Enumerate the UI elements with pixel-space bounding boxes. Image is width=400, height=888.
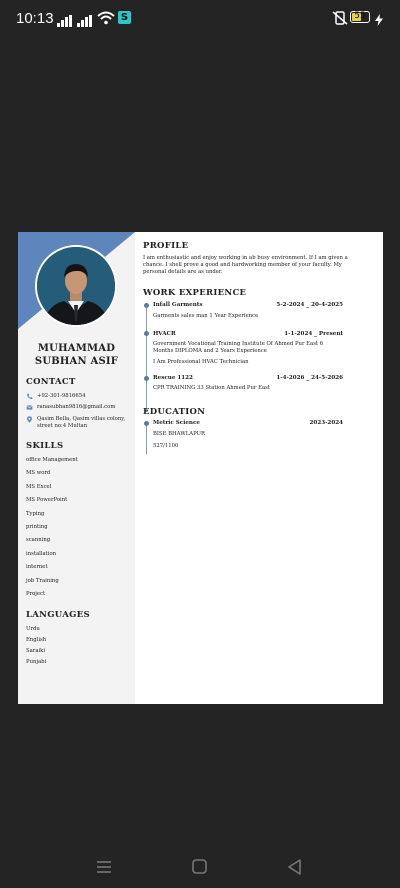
back-triangle-icon bbox=[285, 857, 305, 877]
wifi-icon bbox=[97, 10, 115, 29]
education-date: 2023-2024 bbox=[309, 420, 343, 426]
menu-nav-button[interactable] bbox=[94, 857, 114, 877]
job-title: Infall Garments bbox=[153, 302, 203, 308]
home-address: Qasim Bella, Qasim villas colony, street no:4 Multan bbox=[37, 416, 126, 429]
profile-photo bbox=[35, 245, 117, 327]
education-heading: EDUCATION bbox=[143, 407, 206, 417]
skill-item: MS Excel bbox=[26, 483, 52, 490]
signal-icon bbox=[77, 12, 93, 31]
skill-item: MS word bbox=[26, 470, 51, 477]
contact-heading: CONTACT bbox=[26, 377, 76, 387]
status-bar bbox=[0, 0, 400, 38]
job-date: 1-1-2024 _ Present bbox=[284, 331, 343, 337]
location-pin-icon bbox=[26, 416, 33, 423]
email-address: ranasubhan9816@gmail.com bbox=[37, 404, 116, 410]
skill-item: internet bbox=[26, 564, 48, 571]
skill-item: office Management bbox=[26, 457, 78, 463]
job-date: 5-2-2024 _ 20-4-2025 bbox=[276, 302, 343, 308]
candidate-name bbox=[18, 342, 135, 368]
home-square-icon bbox=[190, 857, 210, 877]
job-title: HVACR bbox=[153, 331, 176, 337]
contact-email bbox=[26, 404, 115, 411]
resume-document bbox=[18, 232, 383, 704]
job-description: Government Vocational Training Institute Of Ahmed Pur East 6 Months DIPLOMA and 2 Years Experience bbox=[153, 341, 324, 354]
timeline-dot bbox=[144, 421, 149, 426]
battery-icon bbox=[350, 11, 370, 23]
contact-address bbox=[26, 416, 126, 430]
skill-item: Project bbox=[26, 591, 46, 597]
language-item: Punjabi bbox=[26, 659, 47, 665]
work-experience-heading: WORK EXPERIENCE bbox=[143, 288, 247, 298]
job-description: CPR TRAINING 33 Station Ahmed Pur East bbox=[153, 385, 270, 391]
skills-heading: SKILLS bbox=[26, 441, 64, 451]
name-line-1: MUHAMMAD bbox=[37, 343, 116, 354]
skill-item: scanning bbox=[26, 537, 51, 544]
language-item: Saraiki bbox=[26, 648, 46, 654]
clock: 10:13 bbox=[16, 10, 54, 27]
home-nav-button[interactable] bbox=[190, 857, 210, 877]
languages-heading: LANGUAGES bbox=[26, 610, 90, 620]
skill-item: MS PowerPoint bbox=[26, 497, 68, 504]
resume-sidebar bbox=[18, 232, 135, 704]
battery-level: 55 bbox=[354, 11, 366, 21]
language-item: Urdu bbox=[26, 626, 40, 632]
job-description: Garments sales man 1 Year Experience bbox=[153, 313, 259, 319]
skill-item: Typing bbox=[26, 510, 45, 517]
contact-phone bbox=[26, 393, 85, 400]
education-title: Metric Science bbox=[153, 420, 200, 426]
job-title: Rescue 1122 bbox=[153, 375, 193, 381]
education-marks: 527/1100 bbox=[153, 443, 179, 449]
skill-item: installation bbox=[26, 550, 57, 557]
menu-icon bbox=[94, 857, 114, 877]
education-timeline bbox=[146, 422, 147, 454]
profile-text: I am enthusiastic and enjoy working in ab busy environment. If I am given a chance. I shell prove a good and hardworking member of your faculty. My personal details are as under. bbox=[143, 255, 348, 275]
signal-icon bbox=[57, 12, 73, 31]
charging-icon bbox=[375, 11, 383, 30]
education-board: BISE BHAWLAPUR bbox=[153, 431, 205, 437]
timeline-dot bbox=[144, 303, 149, 308]
app-notification-icon: S bbox=[118, 11, 131, 24]
back-nav-button[interactable] bbox=[285, 857, 305, 877]
timeline-dot bbox=[144, 376, 149, 381]
skill-item: job Training bbox=[26, 577, 59, 584]
phone-number: +92-301-9816654 bbox=[37, 393, 86, 399]
navigation-bar bbox=[0, 848, 400, 888]
language-item: English bbox=[26, 637, 47, 643]
phone-icon bbox=[26, 393, 33, 400]
job-description: I Am Professional HVAC Technician bbox=[153, 359, 249, 365]
mail-icon bbox=[26, 404, 33, 411]
skill-item: printing bbox=[26, 524, 48, 530]
vibrate-mute-icon bbox=[332, 10, 348, 29]
name-line-2: SUBHAN ASIF bbox=[34, 356, 119, 367]
profile-heading: PROFILE bbox=[143, 241, 189, 251]
timeline-dot bbox=[144, 331, 149, 336]
job-date: 1-4-2026 _ 24-5-2026 bbox=[276, 375, 343, 381]
experience-timeline bbox=[146, 304, 147, 412]
